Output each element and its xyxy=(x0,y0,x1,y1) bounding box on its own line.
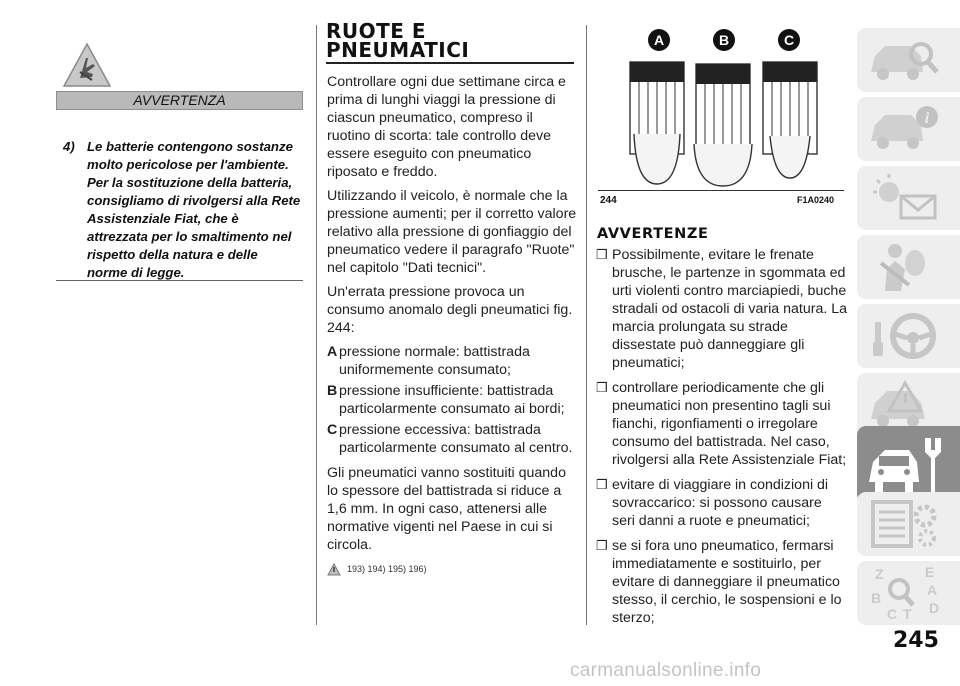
figure-code: F1A0240 xyxy=(797,195,835,205)
section-body xyxy=(327,73,577,578)
list-item-letter: B xyxy=(327,383,338,399)
paragraph-2: Utilizzando il veicolo, è normale che la pressione aumenti; per il corretto valore relativo alla pressione di gonfiaggio del pneumatico vedere il paragrafo "Ruote" nel capitolo "Dati tecnici". xyxy=(327,188,577,276)
tab-instruments[interactable] xyxy=(857,97,960,161)
list-item xyxy=(596,537,848,627)
list-item-text: controllare periodicamente che gli pneumatici non presentino tagli sui fianchi, rigonfiamenti o irregolare consumo del battistrada. Nel caso, rivolgersi alla Rete Assistenziale Fiat; xyxy=(612,380,847,468)
tire-wear-figure xyxy=(598,26,844,190)
spec-sheet-icon xyxy=(865,496,945,552)
warning-references xyxy=(327,560,577,578)
figure-number: 244 xyxy=(600,195,617,206)
list-item-letter: A xyxy=(327,344,338,360)
index-letter: B xyxy=(871,590,882,606)
tire-c xyxy=(763,62,817,178)
index-letter: Z xyxy=(875,566,884,582)
index-letter: A xyxy=(927,582,938,598)
figure-label-a: A xyxy=(653,32,665,48)
warning-text xyxy=(63,138,301,282)
list-item xyxy=(596,379,848,469)
figure-label-b: B xyxy=(718,32,730,48)
airbag-person-icon xyxy=(865,239,945,295)
checkbox-bullet-icon: ❒ xyxy=(596,538,608,553)
car-info-icon xyxy=(865,101,945,157)
alphabet-index-icon xyxy=(865,565,945,621)
tab-lights[interactable] xyxy=(857,166,960,230)
warning-title: AVVERTENZA xyxy=(56,91,303,110)
list-item-text: pressione normale: battistrada uniformemente consumato; xyxy=(339,344,530,378)
list-item xyxy=(596,246,848,372)
small-warning-icon xyxy=(327,563,341,576)
index-letter: C xyxy=(887,606,898,621)
warnings-list xyxy=(596,246,848,634)
watermark: carmanualsonline.info xyxy=(570,660,762,681)
tab-alphabetical-index[interactable] xyxy=(857,561,960,625)
list-item xyxy=(327,343,577,379)
list-item-text: evitare di viaggiare in condizioni di sovraccarico: si possono causare seri danni a ruote e pneumatici; xyxy=(612,477,829,529)
warning-number: 4) xyxy=(63,139,75,154)
index-letter: D xyxy=(929,600,940,616)
references-text: 193) 194) 195) 196) xyxy=(347,564,427,574)
paragraph-3: Un'errata pressione provoca un consumo anomalo degli pneumatici fig. 244: xyxy=(327,284,573,336)
tab-safety[interactable] xyxy=(857,235,960,299)
list-item-letter: C xyxy=(327,422,338,438)
list-item-text: Possibilmente, evitare le frenate brusche, le partenze in sgommata ed urti violenti contro marciapiedi, buche stradali od ostacoli di varia natura. La marcia prolungata su strade dissestate può danneggiare gli pneumatici; xyxy=(612,247,848,371)
column-divider-left xyxy=(316,25,317,625)
index-letter: T xyxy=(903,606,912,621)
warnings-title: AVVERTENZE xyxy=(597,226,709,242)
car-search-icon xyxy=(865,32,945,88)
tab-dashboard[interactable] xyxy=(857,28,960,92)
section-title-line1: RUOTE E xyxy=(326,19,427,43)
list-item-text: pressione eccessiva: battistrada particolarmente consumato al centro. xyxy=(339,422,573,456)
tire-b xyxy=(694,64,752,186)
list-item xyxy=(596,476,848,530)
svg-text:i: i xyxy=(924,110,930,127)
list-item-text: pressione insufficiente: battistrada particolarmente consumato ai bordi; xyxy=(339,383,565,417)
list-item xyxy=(327,421,577,457)
page-number: 245 xyxy=(893,628,939,653)
warning-hand-icon xyxy=(62,42,112,88)
checkbox-bullet-icon: ❒ xyxy=(596,380,608,395)
list-item-text: se si fora uno pneumatico, fermarsi immediatamente e sostituirlo, per evitare di danneggiare il pneumatico stesso, il cerchio, le sospensioni e lo sterzo; xyxy=(612,538,842,626)
tire-a xyxy=(630,62,684,184)
checkbox-bullet-icon: ❒ xyxy=(596,477,608,492)
paragraph-1: Controllare ogni due settimane circa e prima di lunghi viaggi la pressione di ciascun pneumatico, compreso il ruotino di scorta: tale controllo deve essere eseguito con pneumatico riposato e freddo. xyxy=(327,74,566,180)
checkbox-bullet-icon: ❒ xyxy=(596,247,608,262)
list-item xyxy=(327,382,577,418)
section-title-line2: PNEUMATICI xyxy=(326,38,470,62)
tab-specifications[interactable] xyxy=(857,492,960,556)
figure-label-c: C xyxy=(783,32,795,48)
tab-driving[interactable] xyxy=(857,304,960,368)
figure-caption-rule xyxy=(598,190,844,191)
warning-body: Le batterie contengono sostanze molto pericolose per l'ambiente. Per la sostituzione della batteria, consigliamo di rivolgersi alla Rete Assistenziale Fiat, che è attrezzata per lo smaltimento nel rispetto della natura e delle norme di legge. xyxy=(87,139,301,280)
index-letter: E xyxy=(925,565,935,580)
car-crash-icon xyxy=(865,377,945,433)
section-title xyxy=(326,19,574,64)
column-divider-right xyxy=(586,25,587,625)
car-wrench-icon xyxy=(865,432,945,500)
paragraph-4: Gli pneumatici vanno sostituiti quando lo spessore del battistrada si riduce a 1,6 mm. In ogni caso, attenersi alle normative vigenti nel Paese in cui si circola. xyxy=(327,465,566,553)
light-mail-icon xyxy=(865,170,945,226)
steering-wheel-icon xyxy=(865,308,945,364)
